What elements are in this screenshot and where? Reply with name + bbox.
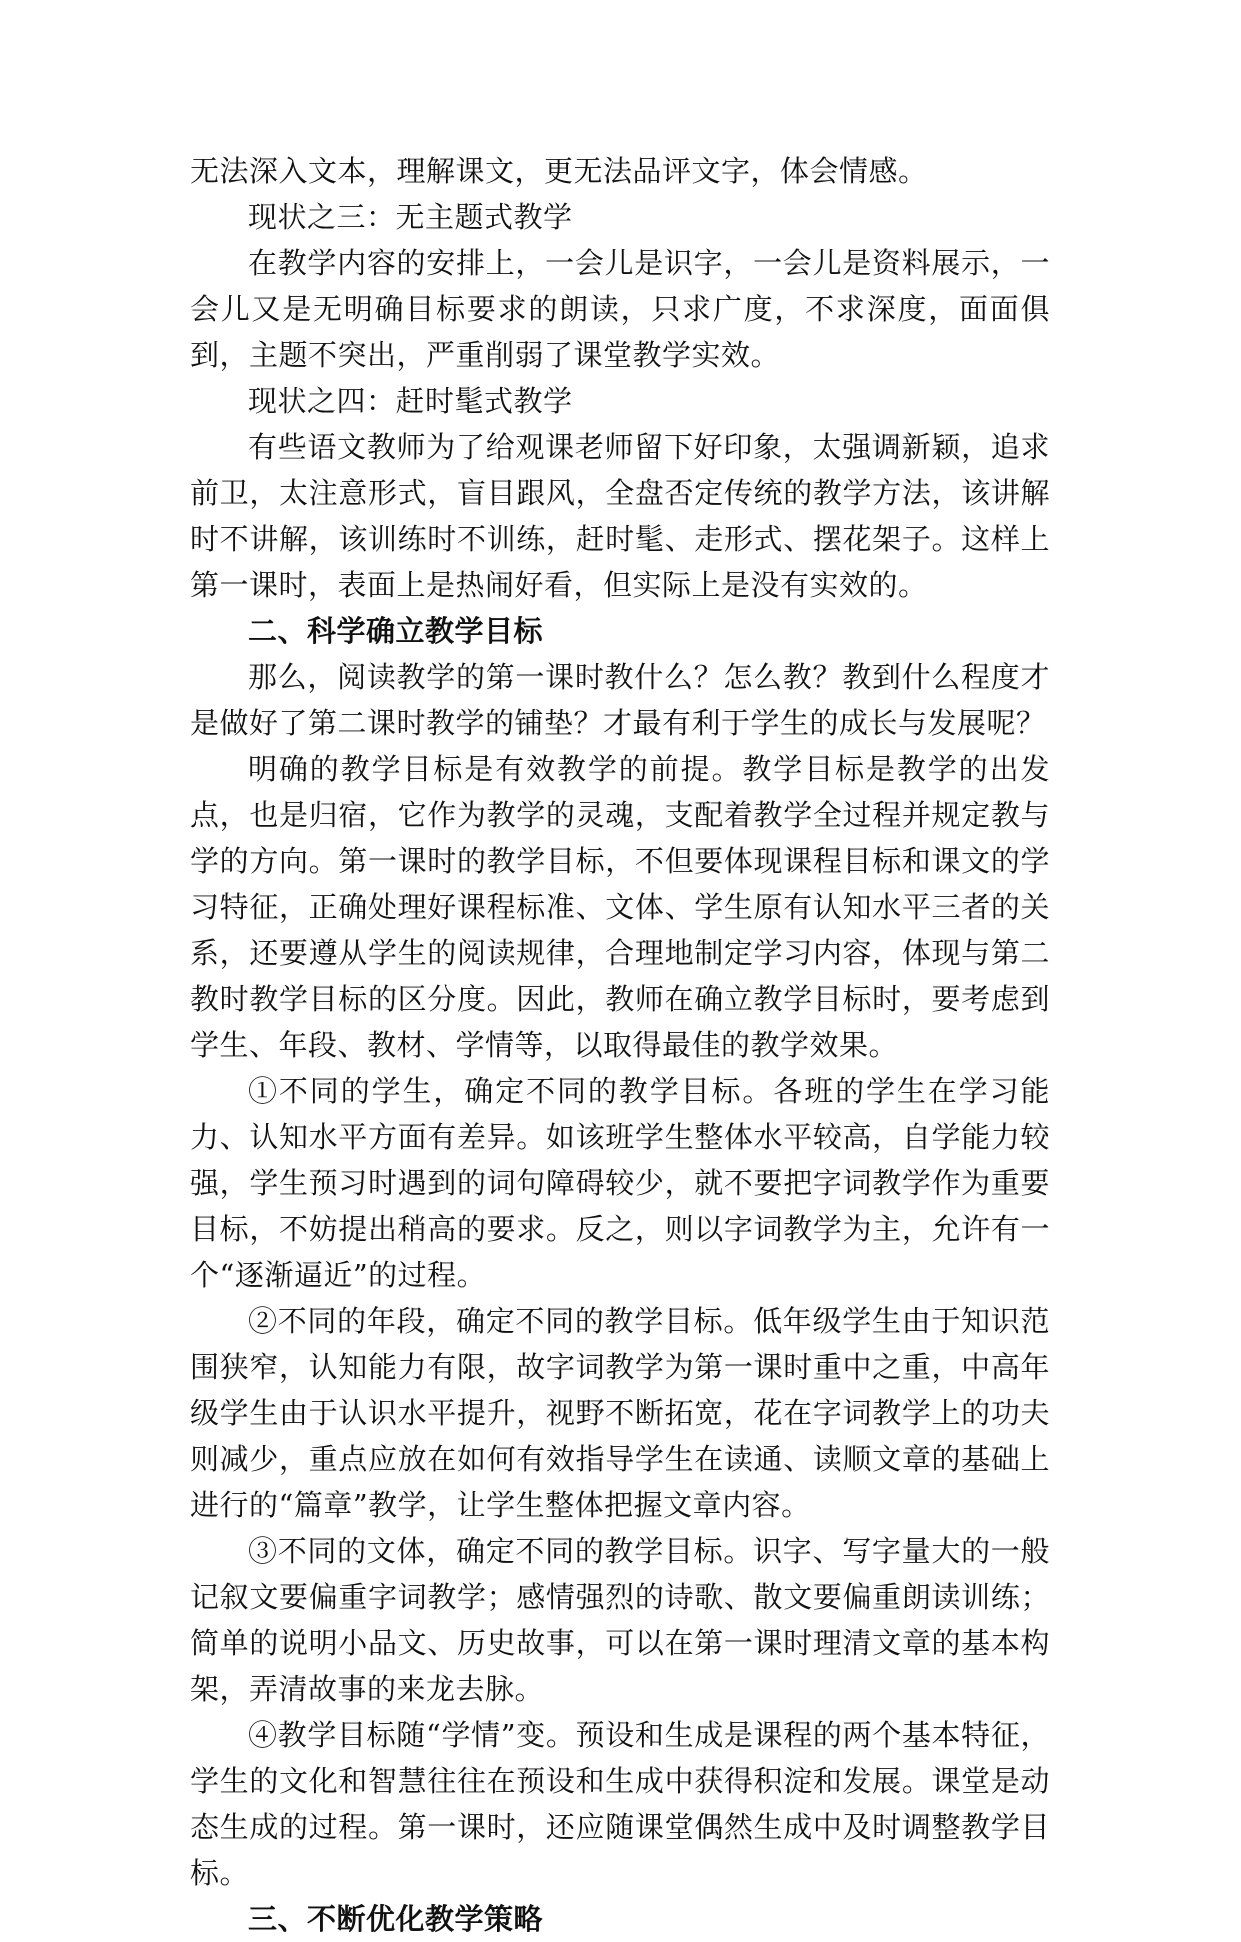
paragraph-questions: 那么，阅读教学的第一课时教什么？怎么教？教到什么程度才是做好了第二课时教学的铺垫？才最有利于学生的成长与发展呢？: [190, 660, 1050, 740]
paragraph-point-students: ①不同的学生，确定不同的教学目标。各班的学生在学习能力、认知水平方面有差异。如该班学生整体水平较高，自学能力较强，学生预习时遇到的词句障碍较少，就不要把字词教学作为重要目标，不妨提出稍高的要求。反之，则以字词教学为主，允许有一个“逐渐逼近”的过程。: [190, 1074, 1050, 1292]
section-heading-three: 三、不断优化教学策略: [248, 1902, 544, 1936]
paragraph-point-genres: ③不同的文体，确定不同的教学目标。识字、写字量大的一般记叙文要偏重字词教学；感情强烈的诗歌、散文要偏重朗读训练；简单的说明小品文、历史故事，可以在第一课时理清文章的基本构架，弄清故事的来龙去脉。: [190, 1534, 1050, 1706]
section-heading-two: 二、科学确立教学目标: [248, 614, 544, 648]
paragraph-no-theme-teaching: 在教学内容的安排上，一会儿是识字，一会儿是资料展示，一会儿又是无明确目标要求的朗读，只求广度，不求深度，面面俱到，主题不突出，严重削弱了课堂教学实效。: [190, 246, 1050, 372]
paragraph-trendy-teaching: 有些语文教师为了给观课老师留下好印象，太强调新颖，追求前卫，太注意形式，盲目跟风，全盘否定传统的教学方法，该讲解时不讲解，该训练时不训练，赶时髦、走形式、摆花架子。这样上第一课时，表面上是热闹好看，但实际上是没有实效的。: [190, 430, 1050, 602]
paragraph-continued: 无法深入文本，理解课文，更无法品评文字，体会情感。: [190, 154, 928, 188]
paragraph-teaching-goals: 明确的教学目标是有效教学的前提。教学目标是教学的出发点，也是归宿，它作为教学的灵魂，支配着教学全过程并规定教与学的方向。第一课时的教学目标，不但要体现课程目标和课文的学习特征，正确处理好课程标准、文体、学生原有认知水平三者的关系，还要遵从学生的阅读规律，合理地制定学习内容，体现与第二教时教学目标的区分度。因此，教师在确立教学目标时，要考虑到学生、年段、教材、学情等，以取得最佳的教学效果。: [190, 752, 1050, 1062]
paragraph-point-learning-situation: ④教学目标随“学情”变。预设和生成是课程的两个基本特征，学生的文化和智慧往往在预设和生成中获得积淀和发展。课堂是动态生成的过程。第一课时，还应随课堂偶然生成中及时调整教学目标。: [190, 1718, 1050, 1890]
paragraph-point-grades: ②不同的年段，确定不同的教学目标。低年级学生由于知识范围狭窄，认知能力有限，故字词教学为第一课时重中之重，中高年级学生由于认识水平提升，视野不断拓宽，花在字词教学上的功夫则减少，重点应放在如何有效指导学生在读通、读顺文章的基础上进行的“篇章”教学，让学生整体把握文章内容。: [190, 1304, 1050, 1522]
document-page: [190, 148, 1050, 1942]
status-subheading-four: 现状之四：赶时髦式教学: [248, 384, 573, 418]
status-subheading-three: 现状之三：无主题式教学: [248, 200, 573, 234]
